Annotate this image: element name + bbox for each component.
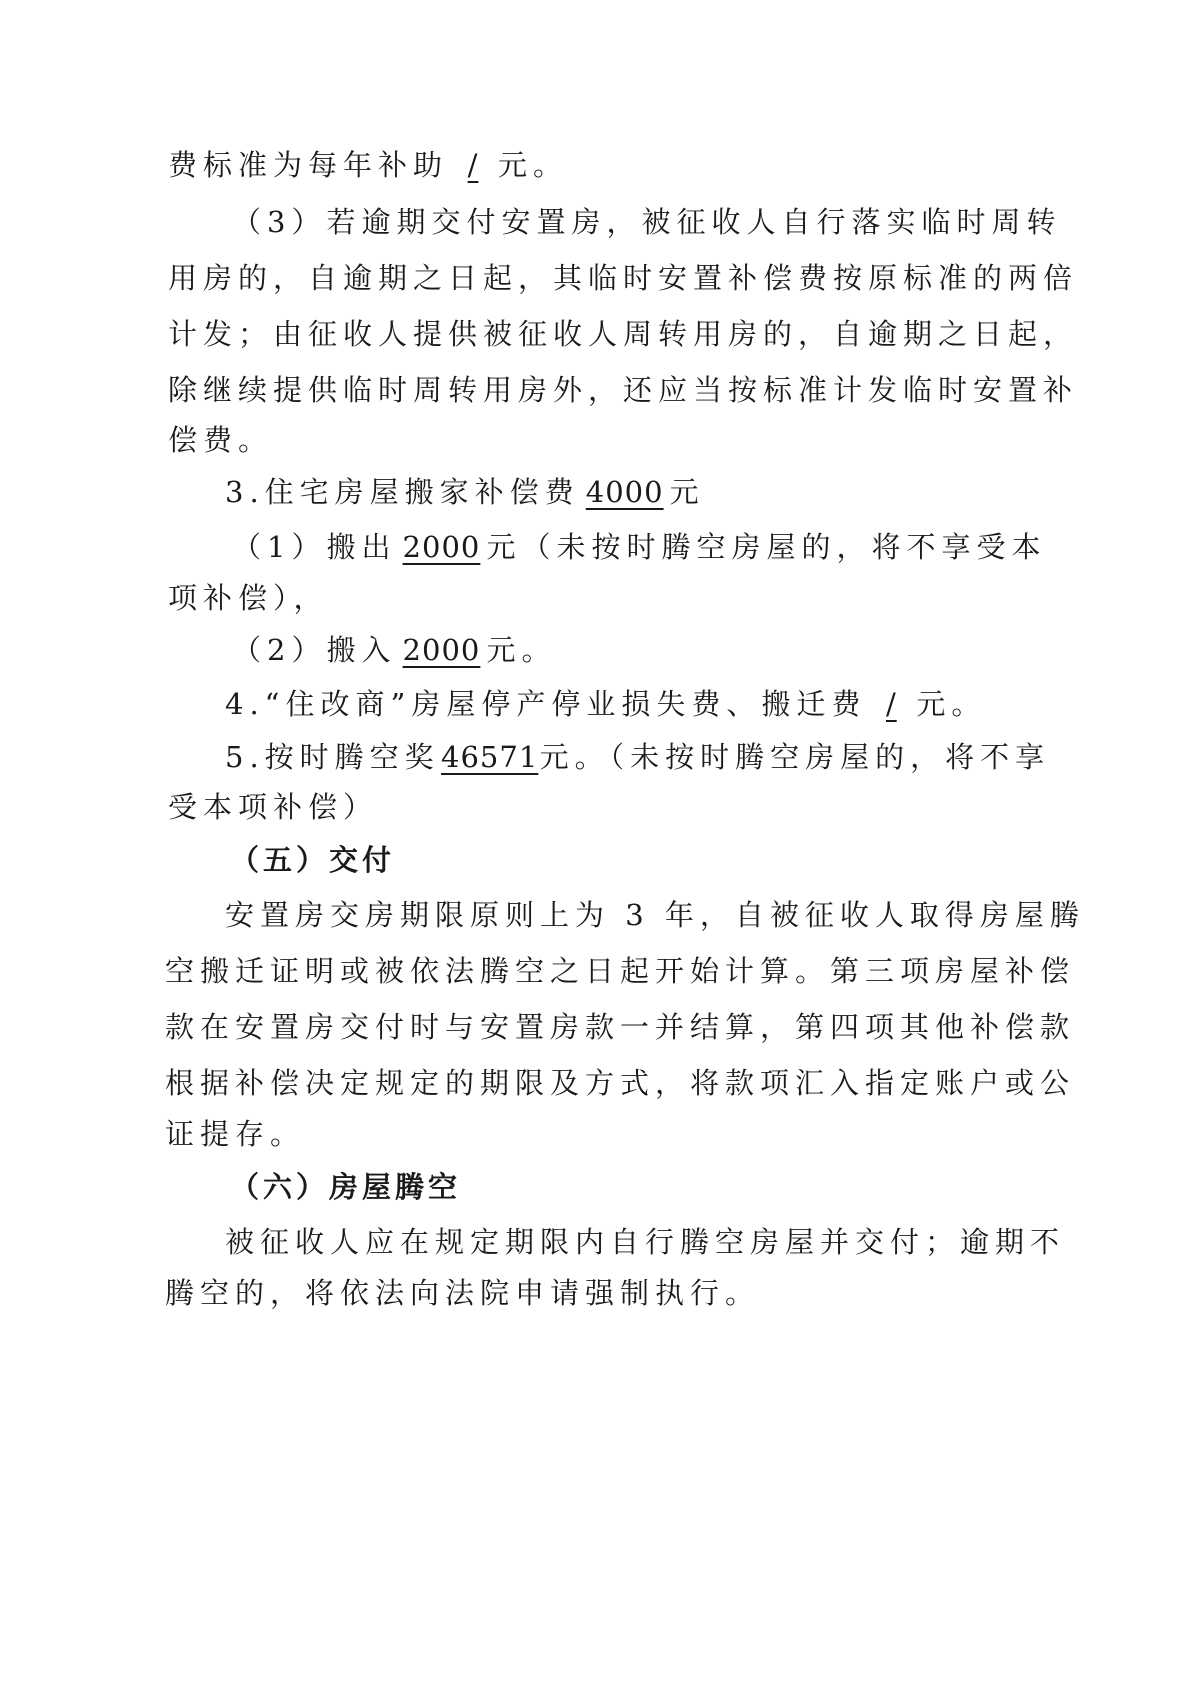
paragraph-vacate-line-1: 被征收人应在规定期限内自行腾空房屋并交付；逾期不 [225,1225,1066,1259]
paragraph-move-out-line-2: 项补偿）， [168,581,329,615]
text: 4.“住改商”房屋停产停业损失费、搬迁费 [225,687,867,721]
paragraph-vacate-line-2: 腾空的，将依法向法院申请强制执行。 [165,1276,761,1310]
fill-in-value: 4000 [585,475,664,509]
text: 元。 [498,148,569,182]
paragraph-delivery-line-4: 根据补偿决定规定的期限及方式，将款项汇入指定账户或公 [165,1066,1076,1100]
paragraph-vacate-reward-line-1 [225,737,1050,777]
paragraph-move-out-line-1 [232,527,1046,567]
paragraph-move-in [232,630,556,670]
text: 元。 [916,687,987,721]
paragraph-vacate-reward-line-2: 受本项补偿） [168,790,379,824]
text: （1）搬出 [232,530,397,564]
text: 元。 [486,633,557,667]
fill-in-value: 46571 [441,740,539,774]
text: 元。（未按时腾空房屋的，将不享 [539,740,1051,774]
fill-in-value: 2000 [402,530,481,564]
section-heading-delivery: （五）交付 [230,843,396,877]
fill-in-value: / [467,148,479,182]
paragraph-delivery-line-2: 空搬迁证明或被依法腾空之日起开始计算。第三项房屋补偿 [165,954,1076,988]
paragraph-delivery-line-3: 款在安置房交付时与安置房款一并结算，第四项其他补偿款 [165,1010,1076,1044]
section-heading-vacate: （六）房屋腾空 [230,1170,462,1204]
paragraph-business-loss [225,684,986,724]
paragraph-relocation-fee-line [168,145,568,185]
paragraph-overdue-line-3: 计发；由征收人提供被征收人周转用房的，自逾期之日起， [168,317,1079,351]
fill-in-value: / [885,687,897,721]
paragraph-overdue-line-5: 偿费。 [168,423,274,457]
fill-in-value: 2000 [402,633,481,667]
text: （2）搬入 [232,633,397,667]
paragraph-overdue-line-4: 除继续提供临时周转用房外，还应当按标准计发临时安置补 [168,373,1079,407]
paragraph-overdue-line-2: 用房的，自逾期之日起，其临时安置补偿费按原标准的两倍 [168,261,1079,295]
paragraph-delivery-line-1: 安置房交房期限原则上为 3 年，自被征收人取得房屋腾 [225,898,1085,932]
text: 5.按时腾空奖 [225,740,440,774]
text: 费标准为每年补助 [168,148,449,182]
text: 3.住宅房屋搬家补偿费 [225,475,580,509]
paragraph-moving-fee [225,472,705,512]
paragraph-overdue-line-1: （3）若逾期交付安置房，被征收人自行落实临时周转 [232,205,1062,239]
text: 元 [669,475,705,509]
paragraph-delivery-line-5: 证提存。 [165,1117,306,1151]
text: 元（未按时腾空房屋的，将不享受本 [486,530,1047,564]
